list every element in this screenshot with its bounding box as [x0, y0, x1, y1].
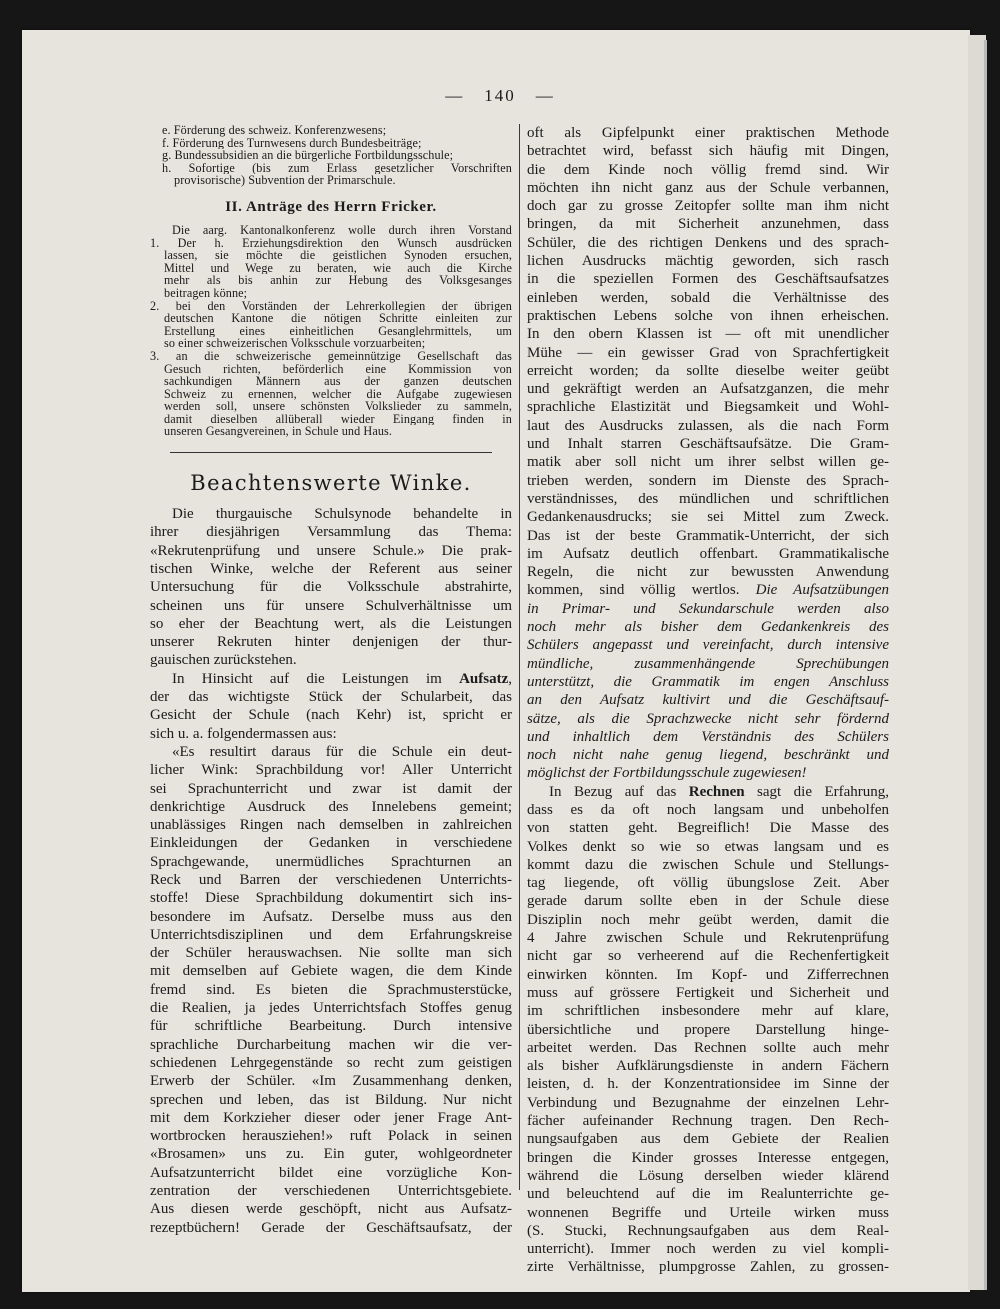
motion-line: Erstellung eines einheitlichen Gesanglehrmittels, um — [164, 324, 512, 338]
list-item-line: f. Förderung des Turnwesens durch Bundesbeiträge; — [162, 136, 422, 150]
article-line: Aus diesen werde geschöpft, nicht aus Aufsatz- — [150, 1201, 512, 1218]
article-line: Verbindung und Bezugnahme der einzelnen Lehr- — [527, 1094, 889, 1111]
article-line: sei Sprachunterricht und zwar ist damit der — [150, 780, 512, 797]
article-body-left — [150, 505, 512, 1237]
motion-line: Gesuch richten, beförderlich eine Kommission von — [164, 362, 512, 376]
article-line: sprechen und leben, das ist Bildung. Nur nicht — [150, 1091, 512, 1108]
article-line: (S. Stucki, Rechnungsaufgaben aus dem Real- — [527, 1222, 889, 1239]
motion-line: Mittel und Wege zu beraten, wie auch die Kirche — [164, 261, 512, 275]
article-line: tag liegende, oft völlig übungslose Zeit. Aber — [527, 875, 889, 892]
article-line: unablässiges Ringen nach demselben in zahlreichen — [150, 817, 512, 834]
article-line: in die speziellen Formen des Geschäftsaufsatzes — [527, 271, 889, 288]
motion-line: Schweiz zu ernennen, welcher die Aufgabe zugewiesen — [164, 387, 512, 401]
article-line: matik aber soll nicht um ihrer selbst willen ge- — [527, 454, 889, 471]
motion-line: beitragen könne; — [164, 286, 248, 300]
article-line: scheinen uns für unsere Schulverhältnisse um — [150, 597, 512, 614]
article-line: Regeln, die nicht zur bewussten Anwendung — [527, 564, 889, 581]
article-heading: Beachtenswerte Winke. — [190, 471, 472, 496]
article-line: und gekräftigt werden an Aufsatzganzen, die mehr — [527, 381, 889, 398]
section-heading: II. Anträge des Herrn Fricker. — [225, 198, 437, 215]
column-divider — [519, 124, 520, 1190]
federal-demands-list — [150, 124, 512, 187]
article-line: übersichtliche und propere Darstellung hinge- — [527, 1021, 889, 1038]
motion-line: 2. bei den Vorständen der Lehrerkollegien der übrigen — [150, 299, 512, 313]
article-line: von statten geht. Begreiflich! Die Masse des — [527, 820, 889, 837]
motion-line: 1. Der h. Erziehungsdirektion den Wunsch ausdrücken — [150, 236, 512, 250]
article-line: einwirken könnten. Im Kopf- und Zifferrechnen — [527, 966, 889, 983]
article-line: licher Wink: Sprachbildung vor! Aller Unterricht — [150, 762, 512, 779]
article-line: Schülers angepasst und vereinfacht, durch intensive — [527, 637, 889, 654]
list-item-line: h. Sofortige (bis zum Erlass gesetzlicher Vorschriften — [162, 161, 512, 175]
bold-keyword: Rechnen — [688, 783, 745, 800]
article-line: noch mehr als bisher dem Gedankenkreis des — [527, 619, 889, 636]
bold-keyword: Aufsatz — [459, 670, 509, 687]
article-line: praktischen Lebens solche von ihnen erheischen. — [527, 307, 889, 324]
article-line: und inhaltlich dem Verständnis des Schülers — [527, 728, 889, 745]
article-line: In den obern Klassen ist — oft mit unendlicher — [527, 326, 889, 343]
list-item-line: provisorische) Subvention der Primarschule. — [174, 174, 396, 187]
article-line: unterstützt, die Grammatik im engen Anschluss — [527, 673, 889, 690]
motion-line: deutschen Kantone die nötigen Schritte einleiten zur — [164, 312, 512, 325]
article-line: Volkes denkt so wie so etwas langsam und es — [527, 838, 889, 855]
article-line: zirte Verhältnisse, plumpgrosse Zahlen, zu grossen- — [527, 1259, 889, 1276]
article-line: In Bezug auf das Rechnen sagt die Erfahrung, — [549, 783, 889, 800]
article-line: als bisher Aufklärungsdienste in andern Fächern — [527, 1058, 889, 1075]
article-line: oft als Gipfelpunkt einer praktischen Methode — [527, 125, 889, 141]
article-line: dass es da oft noch langsam und unbeholfen — [527, 801, 889, 818]
article-line: kommt dazu die zwischen Schule und Stellungs- — [527, 856, 889, 873]
article-line: «Rekrutenprüfung und unsere Schule.» Die prak- — [150, 542, 512, 559]
article-line: noch nicht nahe genug liegend, beschränkt und — [527, 747, 889, 764]
article-line: erreicht worden; da sollte dieselbe weiter geübt — [527, 362, 889, 379]
article-line: schiedenen Lehrgegenstände so recht zum geistigen — [150, 1054, 512, 1071]
article-body-right — [527, 124, 889, 1277]
section-rule — [170, 452, 492, 453]
article-line: lichen Ausdrucks mächtig geworden, sich rasch — [527, 253, 889, 270]
right-column — [527, 124, 889, 1277]
article-line: in Primar- und Sekundarschule werden also — [527, 600, 889, 617]
article-line: fremd sind. Es bieten die Sprachmusterstücke, — [150, 981, 512, 998]
article-line: bringen, da mit Sicherheit anzunehmen, dass — [527, 216, 889, 233]
article-line: arbeitet werden. Das Rechnen sollte auch mehr — [527, 1039, 889, 1056]
motion-line: werden soll, unsere schönsten Volkslieder zu sammeln, — [164, 400, 512, 413]
article-line: verständnisses, des mündlichen und schriftlichen — [527, 490, 889, 507]
motion-line: damit dieselben allüberall wieder Eingang finden in — [164, 412, 512, 426]
fricker-motions — [150, 224, 512, 438]
article-line: gerade darum sollte eben in der Schule diese — [527, 893, 889, 910]
article-line: im Aufsatz deutlich offenbart. Grammatikalische — [527, 545, 889, 562]
article-line: und Inhalt starren Geschäftsaufsätze. Die Gram- — [527, 436, 889, 453]
article-line: betrachtet wird, befasst sich häufig mit Dingen, — [527, 143, 889, 160]
article-line: möchten ihn nicht ganz aus der Schule verbannen, — [527, 179, 889, 196]
article-line: der das wichtigste Stück der Schularbeit, das — [150, 689, 512, 706]
page-number: — 140 — — [445, 86, 555, 105]
article-line: für schriftliche Bearbeitung. Durch intensive — [150, 1018, 512, 1035]
article-line: sprachliche Elastizität und Biegsamkeit und Wohl- — [527, 399, 889, 416]
article-line: ihrer diesjährigen Versammlung das Thema: — [150, 524, 512, 541]
article-line: «Es resultirt daraus für die Schule ein deut- — [172, 743, 512, 760]
article-line: so eher der Beachtung wert, als die Leistungen — [150, 615, 512, 632]
article-line: stoffe! Diese Sprachbildung dokumentirt sich ins- — [150, 890, 512, 907]
article-line: denkrichtige Ausdruck des Innelebens gemeint; — [150, 798, 512, 815]
article-line: die Realien, ja jedes Unterrichtsfach Stoffes genug — [150, 1000, 512, 1017]
article-line: besondere im Aufsatz. Derselbe muss aus den — [150, 908, 512, 925]
article-line: mündliche, zusammenhängende Sprechübungen — [527, 655, 889, 672]
article-line: nicht gar so verheerend auf die Rechenfertigkeit — [527, 948, 889, 965]
article-line: wortbrocken herausziehen!» ruft Polack in seinen — [150, 1128, 512, 1145]
article-line: muss auf grössere Fertigkeit und Sicherheit und — [527, 984, 889, 1001]
article-line: leisten, d. h. der Konzentrationsidee im Sinne der — [527, 1076, 889, 1093]
article-line: Gesicht der Schule (nach Kehr) ist, spricht er — [150, 707, 512, 724]
motion-line: lassen, sie möchte die geistlichen Synoden ersuchen, — [164, 249, 512, 262]
article-line: der Schüler herauswachsen. Nie sollte man sich — [150, 945, 512, 962]
article-line: Reck und Barren der verschiedenen Unterrichts- — [150, 872, 512, 888]
list-item-line: g. Bundessubsidien an die bürgerliche Fortbildungsschule; — [162, 149, 454, 162]
article-line: Einkleidungen der Gedanken in verschiedene — [150, 835, 512, 852]
article-line: Unterrichtsdisziplinen und dem Erfahrungskreise — [150, 926, 512, 943]
page-edge-shadow — [984, 40, 987, 1290]
article-line: In Hinsicht auf die Leistungen im Aufsatz, — [172, 670, 512, 687]
list-item-line: e. Förderung des schweiz. Konferenzwesens; — [162, 124, 387, 137]
article-line: sprachliche Durcharbeitung machen wir die ver- — [150, 1036, 512, 1053]
article-line: «Brosamen» uns zu. Ein guter, wohlgeordneter — [150, 1146, 512, 1163]
article-line: Untersuchung für die Volksschule abstrahirte, — [150, 579, 512, 596]
article-line: rezeptbüchern! Gerade der Geschäftsaufsatz, der — [150, 1219, 512, 1236]
article-line: im schriftlichen insbesondere mehr auf klare, — [527, 1003, 889, 1020]
motion-line: mehr als bis anhin zur Hebung des Volksgesanges — [164, 274, 512, 287]
article-line: nungsaufgaben aus dem Gebiete der Realien — [527, 1131, 889, 1148]
article-line: sich u. a. folgendermassen aus: — [150, 725, 337, 742]
article-line: bringen die Kinder grosses Interesse entgegen, — [527, 1149, 889, 1166]
left-column — [150, 124, 512, 1237]
article-line: kommen, sind völlig wertlos. Die Aufsatzübungen — [527, 582, 889, 599]
article-line: mit demselben auf Gebiete wagen, die dem Kinde — [150, 963, 512, 980]
article-line: Aufsatzunterricht bildet eine vorzügliche Kon- — [150, 1164, 512, 1181]
article-line: möglichst der Fortbildungsschule zugewiesen! — [527, 765, 807, 782]
article-line: während die Lösung derselben wieder klärend — [527, 1167, 889, 1184]
motion-line: so einer schweizerischen Volksschule vorzuarbeiten; — [164, 337, 426, 350]
article-line: wonnenen Begriffe und Urteile wirken muss — [527, 1204, 889, 1221]
article-line: zentration der verschiedenen Unterrichtsgebiete. — [150, 1183, 512, 1200]
italic-phrase: Die Aufsatzübungen — [755, 582, 889, 599]
motion-line: unseren Gesangvereinen, in Schule und Haus. — [164, 425, 393, 439]
article-line: an den Aufsatz kultivirt und die Geschäftsauf- — [527, 692, 889, 709]
article-line: Gedankenausdrucks; sie sei Mittel zum Zweck. — [527, 509, 889, 526]
motion-line: Die aarg. Kantonalkonferenz wolle durch ihren Vorstand — [172, 223, 512, 237]
article-line: gauischen zurückstehen. — [150, 652, 297, 669]
article-line: tischen Winke, welche der Referent aus seiner — [150, 560, 512, 577]
article-line: Schüler, die des richtigen Denkens und des sprach- — [527, 234, 889, 251]
article-line: Mühe — ein gewisser Grad von Sprachfertigkeit — [527, 344, 889, 361]
motion-line: sachkundigen Männern aus der ganzen deutschen — [164, 375, 512, 388]
article-line: laut des Ausdrucks zulassen, als die nach Form — [527, 417, 889, 434]
article-line: Die thurgauische Schulsynode behandelte in — [172, 506, 512, 523]
article-line: fächer aufeinander Rechnung tragen. Den Rech- — [527, 1113, 889, 1130]
article-line: unterricht). Immer noch werden zu viel kompli- — [527, 1241, 889, 1258]
article-line: Sprachgewande, unermüdliches Sprachturnen an — [150, 853, 512, 870]
article-line: Erwerb der Schüler. «Im Zusammenhang denken, — [150, 1073, 512, 1090]
article-line: 4 Jahre zwischen Schule und Rekrutenprüfung — [527, 930, 889, 947]
article-line: einleben werden, sobald die Verhältnisse des — [527, 289, 889, 306]
motion-line: 3. an die schweizerische gemeinnützige Gesellschaft das — [150, 349, 512, 363]
article-line: Disziplin noch mehr geübt werden, damit die — [527, 911, 889, 928]
article-line: mit dem Korkzieher dieser oder jener Frage Ant- — [150, 1109, 512, 1126]
article-line: doch gar zu grosse Zeitopfer sollte man ihm nicht — [527, 198, 889, 215]
article-line: die dem Kinde noch völlig fremd sind. Wir — [527, 161, 889, 178]
article-line: trieben werden, sondern im Dienste des Sprach- — [527, 472, 889, 489]
article-line: Das ist der beste Grammatik-Unterricht, der sich — [527, 527, 889, 544]
article-line: unserer Rekruten hinter denjenigen der thur- — [150, 634, 512, 651]
article-line: sätze, als die Sprachzwecke nicht sehr fördernd — [527, 710, 889, 727]
article-line: und beleuchtend auf die im Realunterrichte ge- — [527, 1186, 889, 1203]
